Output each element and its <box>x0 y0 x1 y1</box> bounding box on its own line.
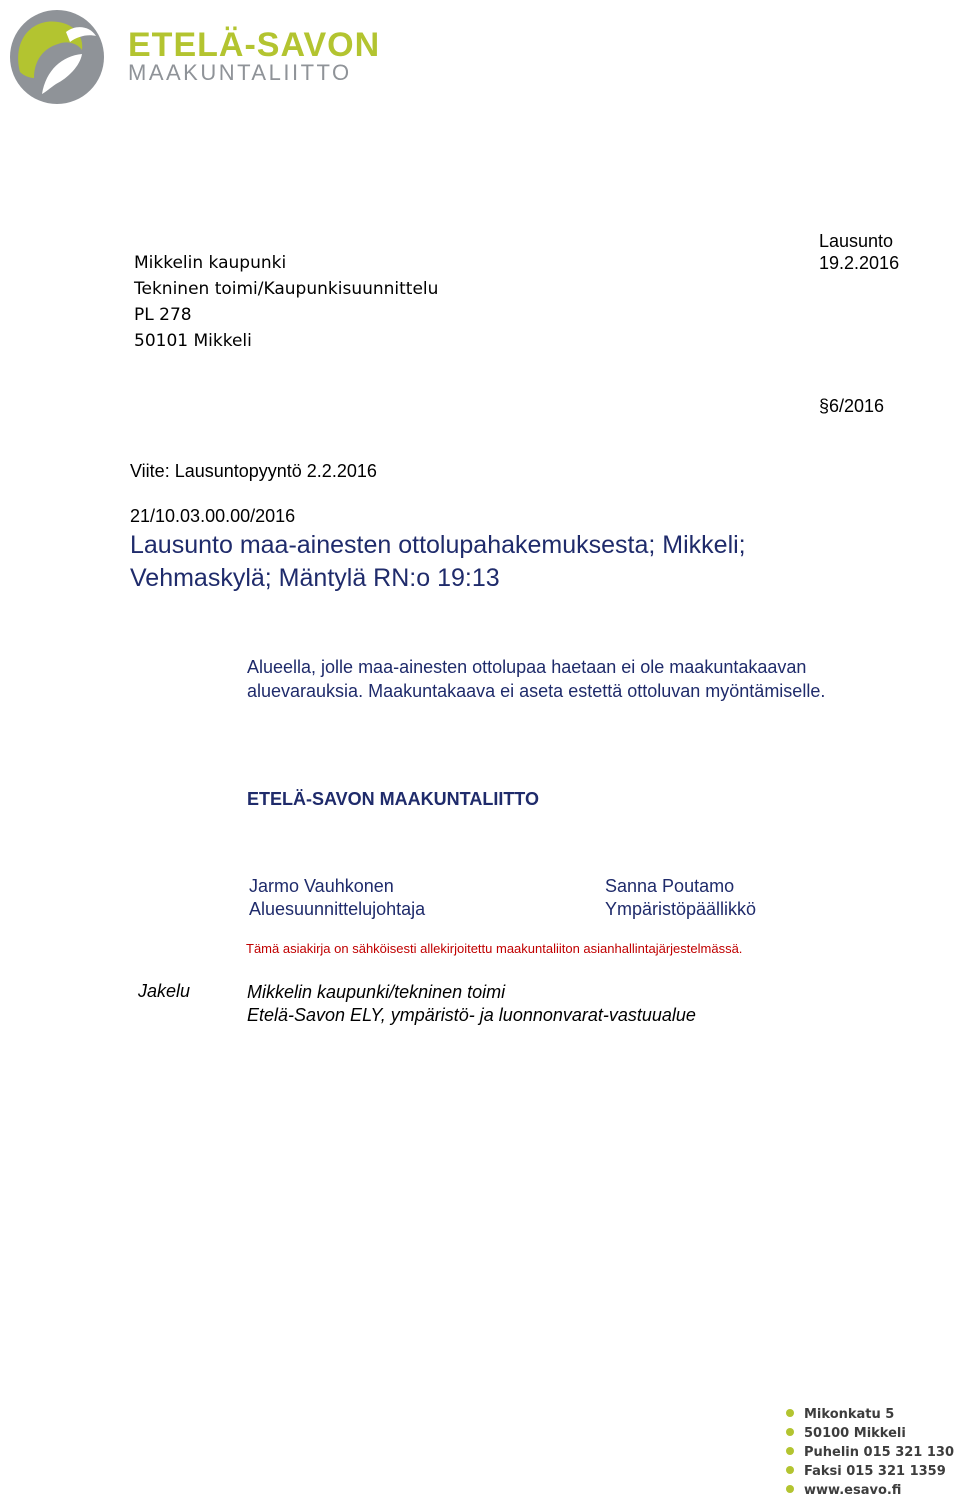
reference: Viite: Lausuntopyyntö 2.2.2016 <box>130 461 377 481</box>
contact-item <box>786 1405 954 1424</box>
recipient-line: Tekninen toimi/Kaupunkisuunnittelu <box>134 279 439 299</box>
title-line: Lausunto maa-ainesten ottolupahakemuksesta; Mikkeli; <box>130 531 746 559</box>
distribution-item: Etelä-Savon ELY, ympäristö- ja luonnonvarat-vastuualue <box>247 1005 696 1025</box>
signer-title: Aluesuunnittelujohtaja <box>249 899 426 919</box>
contact-address: Mikonkatu 5 <box>804 1407 895 1422</box>
logo-emblem-icon <box>8 8 108 108</box>
distribution-item: Mikkelin kaupunki/tekninen toimi <box>247 982 506 1002</box>
recipient-address <box>134 250 438 354</box>
logo-title: ETELÄ-SAVON <box>128 26 381 64</box>
distribution-label: Jakelu <box>138 981 191 1001</box>
recipient-line: PL 278 <box>134 305 192 325</box>
contact-item <box>786 1424 954 1443</box>
bullet-icon <box>786 1485 794 1493</box>
document-type: Lausunto <box>819 231 894 251</box>
contact-fax: Faksi 015 321 1359 <box>804 1464 946 1479</box>
contact-item <box>786 1481 954 1500</box>
document-number: 21/10.03.00.00/2016 <box>130 506 296 526</box>
contact-phone: Puhelin 015 321 130 <box>804 1445 955 1460</box>
contact-postal: 50100 Mikkeli <box>804 1426 906 1441</box>
title-line: Vehmaskylä; Mäntylä RN:o 19:13 <box>130 564 500 592</box>
page-title <box>130 529 746 595</box>
signer-name: Sanna Poutamo <box>605 876 735 896</box>
document-header <box>819 230 899 274</box>
distribution-list <box>247 981 696 1027</box>
contact-info <box>786 1405 954 1500</box>
bullet-icon <box>786 1409 794 1417</box>
e-signature-note: Tämä asiakirja on sähköisesti allekirjoitettu maakuntaliiton asianhallintajärjestelmässä. <box>246 941 743 956</box>
contact-item <box>786 1443 954 1462</box>
recipient-line: Mikkelin kaupunki <box>134 253 287 273</box>
bullet-icon <box>786 1428 794 1436</box>
organization-name: ETELÄ-SAVON MAAKUNTALIITTO <box>247 789 539 809</box>
logo-subtitle: MAAKUNTALIITTO <box>128 60 352 85</box>
signer-title: Ympäristöpäällikkö <box>605 899 757 919</box>
document-date: 19.2.2016 <box>819 253 900 273</box>
signer-name: Jarmo Vauhkonen <box>249 876 394 896</box>
recipient-line: 50101 Mikkeli <box>134 331 252 351</box>
contact-item <box>786 1462 954 1481</box>
statement-body <box>247 655 825 703</box>
contact-website[interactable]: www.esavo.fi <box>804 1483 902 1498</box>
bullet-icon <box>786 1447 794 1455</box>
signer-1 <box>249 875 425 921</box>
body-line: aluevarauksia. Maakuntakaava ei aseta estettä ottoluvan myöntämiselle. <box>247 681 826 701</box>
signer-2 <box>605 875 756 921</box>
bullet-icon <box>786 1466 794 1474</box>
body-line: Alueella, jolle maa-ainesten ottolupaa haetaan ei ole maakuntakaavan <box>247 657 807 677</box>
section-number: §6/2016 <box>819 396 885 416</box>
